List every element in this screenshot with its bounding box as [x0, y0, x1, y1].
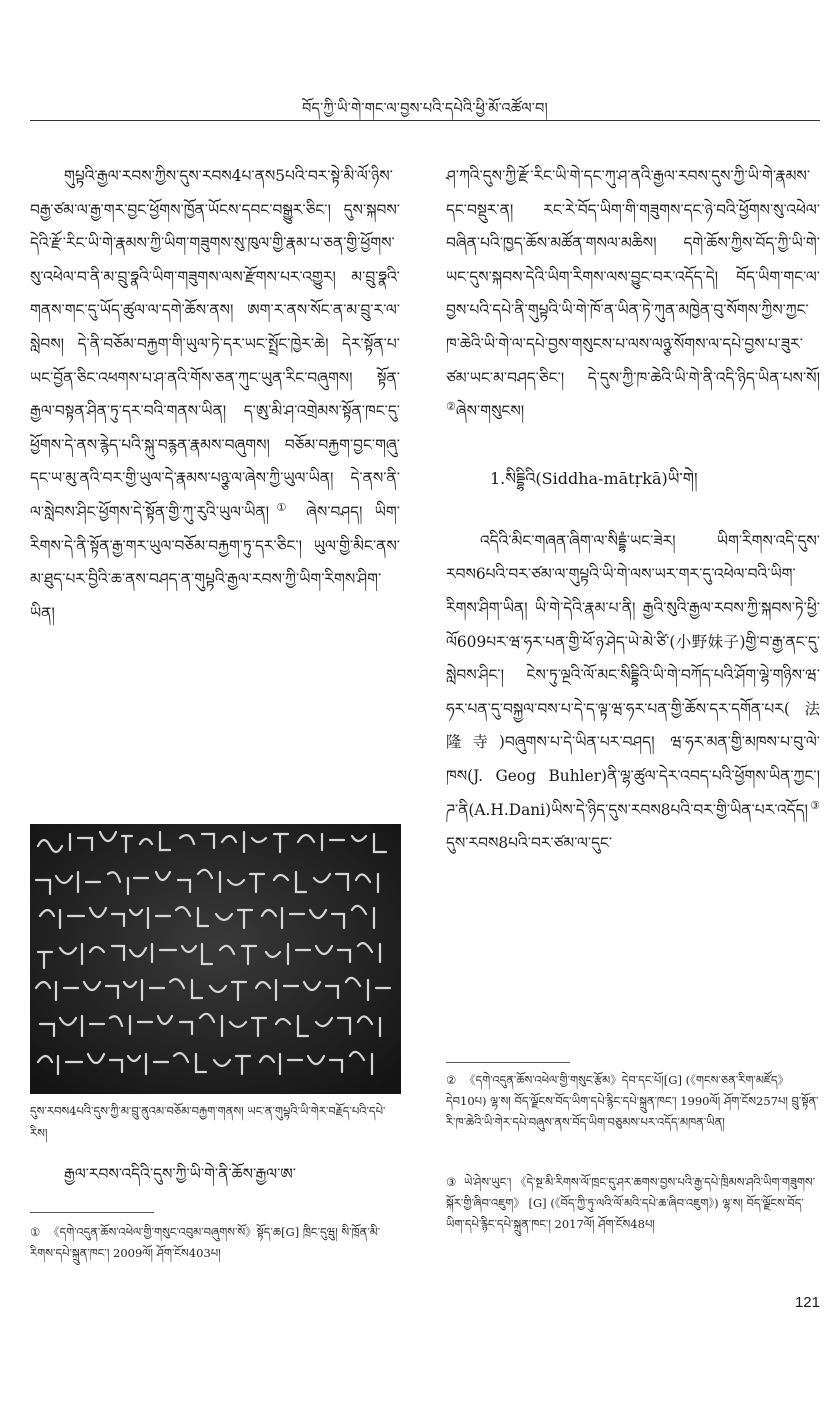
running-title: བོད་ཀྱི་ཡི་གེ་གང་ལ་བྱས་པའི་དཔེའི་ཕྱི་མོ་འཚོལ་བ།: [302, 101, 548, 117]
footnote-3: [446, 1172, 820, 1235]
right-paragraph-2-tail: དུས་རབས8པའི་བར་ཙམ་ལ་དུང་: [446, 834, 613, 853]
footnote-3-number: ③: [446, 1175, 457, 1189]
left-paragraph-1: [30, 160, 400, 630]
footnote-marker-3[interactable]: ③: [807, 798, 820, 812]
left-column: [30, 160, 400, 630]
running-header: [30, 92, 820, 121]
footnote-2-text: 《དགེ་འདུན་ཆོས་འཕེལ་གྱི་གསུང་རྩོམ》དེབ་དང་པོ།[G] (《གངས་ཅན་རིག་མཛོད》 དེབ10པ) ལྷ་ས། བོད་ལྗོངས་བོད་ཡིག་དཔེ་རྙིང་དཔེ་སྐྲུན་ཁང་། 1990ལོ། ཤོག་ངོས257པ། བྲུ་སྟོན་རི་ཁ་ཆེའི་ཡི་གེར་དཔེ་བཞུས་ནས་བོད་ཡིག་བཅུམས་པར་འདོད་མཁན་ཡིན།: [446, 1073, 819, 1129]
footnote-2: [446, 1070, 820, 1133]
right-paragraph-1: [446, 160, 820, 429]
right-paragraph-2-text: འདིའི་མིང་གཞན་ཞིག་ལ་སིདྡྷཾ་ཡང་ཟེར། ཡིག་རིགས་འདི་དུས་རབས6པའི་བར་ཙམ་ལ་གུཔྟའི་ཡི་གེ་ལས་ཡར་གར་དུ་འཕེལ་བའི་ཡིག་རིགས་ཤིག་ཡིན། ཡི་གེ་དེའི་རྣམ་པ་ནི། རྒྱའི་སུའི་རྒྱལ་རབས་ཀྱི་སྐབས་ཏེ་ཕྱི་ལོ609པར་ཝ་ཧར་པན་གྱི་ཕོ་ཉ་ཤེད་ཡེ་མེ་ཙི་(小野妹子)གྱི་བ་རྒྱ་ནང་དུ་སླེབས་ཤིང་། ངེས་ཏུ་ལྔའི་ལོ་མང་སིདྡྷིའི་ཡི་གེ་བཀོད་པའི་ཤོག་ལྷེ་གཉིས་ཝ་ཧར་པན་དུ་བསྐྱལ་བས་པ་དེ་ད་ལྟ་ཝ་ཧར་པན་གྱི་ཆོས་དར་དགོན་པར(法隆寺)བཞུགས་པ་དེ་ཡིན་པར་བཤད། ཝ་ཧར་མན་གྱི་མཁས་པ་བུ་ལེ་ཁས(J. Geog Buhler)ནི་ལྷ་ཚུལ་དེར་འབད་པའི་ཕྱོགས་ཡིན་ཀྱང་། ཌ་ནི(A.H.Dani)ཡིས་དེ་ཉིད་དུས་རབས8པའི་བར་གྱི་ཡིན་པར་འདོད།: [446, 531, 820, 819]
footnote-marker-2[interactable]: ②: [446, 400, 456, 414]
figure-caption: དུས་རབས4པའི་དུས་ཀྱི་མ་བྲུ་ནུའམ་བཅོམ་བརྐྱག་གནས། ཡང་ན་གུཔྟའི་ཡི་གེར་བརྗོད་པའི་དཔེ་རིས།: [30, 1104, 386, 1140]
footnote-rule-right: [446, 1062, 570, 1063]
right-paragraph-2: [446, 525, 820, 861]
footnote-1-number: ①: [30, 1225, 41, 1239]
footnote-1: [30, 1222, 402, 1264]
footnote-1-text: 《དགེ་འདུན་ཆོས་འཕེལ་གྱི་གསུང་འབུམ་བཞུགས་སོ》སྟོད་ཆ[G] ཁྲིང་དུཝུ། སི་ཁྲོན་མི་རིགས་དཔེ་སྐྲུན་ཁང་། 2009ལོ། ཤོག་ངོས403པ།: [30, 1225, 381, 1260]
right-column: [446, 160, 820, 861]
left-paragraph-2: རྒྱལ་རབས་འདིའི་དུས་ཀྱི་ཡི་གེ་ནི་ཆོས་རྒྱལ་ཨ་: [64, 1165, 296, 1183]
inscription-image: [30, 824, 401, 1094]
inscription-figure: [30, 824, 401, 1094]
page-number: 121: [794, 1294, 820, 1311]
left-paragraph-1-tail: ཞེས་བཤད། ཡིག་རིགས་དེ་ནི་སྟོན་རྒྱ་གར་ཡུལ་བཅོམ་བརྐྱག་ཏུ་དར་ཅིང་། ཡུལ་གྱི་མིང་ནས་མ་ཐུད་པར་བྱིའི་ཆ་ནས་བཤད་ན་གུཔྟའི་རྒྱལ་རབས་ཀྱི་ཡིག་རིགས་ཤིག་ཡིན།: [30, 502, 400, 622]
footnote-3-text: ཡེ་ཤེས་ཡུང་། 《དེ་སྔ་མི་རིགས་ལོ་ཁྲང་དུ་ཤར་ཆགས་བྱས་པའི་རྒྱ་དཔེ་ཁྲིམས་ཤའི་ཡིག་གཟུགས་སྐོར་གྱི་ཞིབ་འཇུག》 [G] (《བོད་ཀྱི་ཏུ་ལའི་ལོ་མའི་དཔེ་ཆ་ཞིབ་འཇུག》) ལྷ་ས། བོད་ལྗོངས་བོད་ཡིག་དཔེ་རྙིང་དཔེ་སྐྲུན་ཁང་། 2017ལོ། ཤོག་ངོས48པ།: [446, 1175, 816, 1231]
right-paragraph-1-tail: ཞེས་གསུངས།: [455, 402, 525, 421]
footnote-marker-1[interactable]: ①: [269, 500, 294, 514]
left-paragraph-1-text: གུཔྟའི་རྒྱལ་རབས་ཀྱིས་དུས་རབས4པ་ནས5པའི་བར་སྟེ་མི་ལོ་ཉིས་བརྒྱ་ཙམ་ལ་རྒྱ་གར་བྱང་ཕྱོགས་ཁྱོན་ཡོངས་དབང་བསྒྱུར་ཅིང་། དུས་སྐབས་དེའི་རྫོ་རིང་ཡི་གེ་རྣམས་ཀྱི་ཡིག་གཟུགས་སུ་ཁུལ་གྱི་རྣམ་པ་ཅན་གྱི་ཕྱོགས་སུ་འཕེལ་བ་ནི་མ་བྲུ་ཧྣའི་ཡིག་གཟུགས་ལས་རྫོགས་པར་འགྱུར། མ་བྲུ་ཧྣའི་གནས་གང་དུ་ཡོད་ཚུལ་ལ་དགེ་ཆོས་ནས། ཨག་ར་ནས་སོང་ན་མ་བྲུ་ར་ལ་སླེབས། དེ་ནི་བཅོམ་བརྐྱག་གི་ཡུལ་ཏེ་དར་ཡང་སྤྲོང་ཁྱེར་ཆེ། དེར་སྟོན་པ་ཡང་བྱོན་ཅིང་འཕགས་པ་ཤ་ནའི་གོས་ཅན་ཀུང་ཡུན་རིང་བཞུགས། སྟོན་རྒྱལ་བསྟན་ཤིན་ཏུ་དར་བའི་གནས་ཡིན། ད་ཨུ་མི་ཤ་འགྲེམས་སྟོན་ཁང་དུ་ཕྱོགས་དེ་ནས་རྙེད་པའི་སྐུ་བརྙན་རྣམས་བཞུགས། བཅོམ་བརྐྱག་བྱང་གཞུ་དང་ཡ་མུ་ནའི་བར་གྱི་ཡུལ་དེ་རྣམས་པཉྩ་ལ་ཞེས་ཀྱི་ཡུལ་ཡིན། དེ་ནས་ནི་ལ་སླེབས་ཤིང་ཕྱོགས་དེ་སྟོན་གྱི་ཀུ་རུའི་ཡུལ་ཡིན།: [30, 167, 400, 521]
footnote-rule-left: [30, 1212, 154, 1213]
section-heading: 1.སིདྡྷིའི(Siddha-mātṛkā)ཡི་གེ།: [490, 468, 698, 488]
right-paragraph-1-text: ཤ་ཀའི་དུས་ཀྱི་རྫོ་རིང་ཡི་གེ་དང་ཀུ་ཤ་ནའི་རྒྱལ་རབས་དུས་ཀྱི་ཡི་གེ་རྣམས་དང་བསྡུར་ན། རང་རེ་བོད་ཡིག་གི་གཟུགས་དང་ཉེ་བའི་ཕྱོགས་སུ་འཕེལ་བཞིན་པའི་ཁྱད་ཆོས་མཚོན་གསལ་མཆིས། དགེ་ཆོས་ཀྱིས་བོད་ཀྱི་ཡི་གེ་ཡང་དུས་སྐབས་དེའི་ཡིག་རིགས་ལས་བྱུང་བར་འདོད་དེ། བོད་ཡིག་གང་ལ་བྱས་པའི་དཔེ་ནི་གུཔྟའི་ཡི་གེ་ཁོ་ན་ཡིན་ཏེ་ཀུན་མཁྱེན་བུ་སོགས་ཀྱིས་ཀྱང་ཁ་ཆེའི་ཡི་གེ་ལ་དཔེ་བྱས་གསུངས་པ་ལས་ལཉྩ་སོགས་ལ་དཔེ་བྱས་པ་ཟུར་ཙམ་ཡང་མ་བཤད་ཅིང་། དེ་དུས་ཀྱི་ཁ་ཆེའི་ཡི་གེ་ནི་འདི་ཉིད་ཡིན་པས་སོ།: [446, 167, 820, 387]
footnote-2-number: ②: [446, 1073, 457, 1087]
